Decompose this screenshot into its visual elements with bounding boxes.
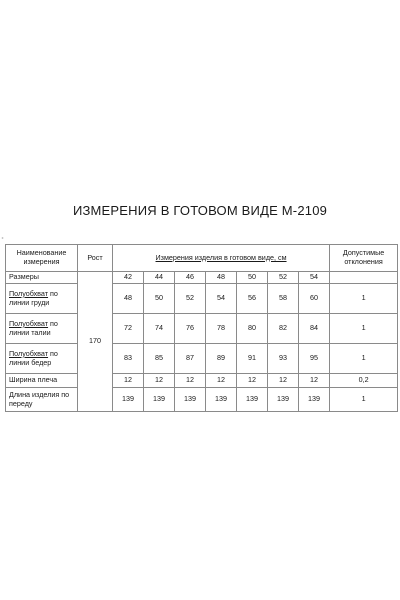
size-cell: 48	[206, 272, 237, 284]
row-label-rest: Длина изделия по переду	[9, 389, 70, 408]
value-cell: 48	[113, 284, 144, 314]
value-cell: 139	[175, 388, 206, 412]
value-cell: 83	[113, 344, 144, 374]
row-label	[6, 374, 78, 388]
header-row	[6, 245, 398, 272]
value-cell: 87	[175, 344, 206, 374]
col-height-header: Рост	[78, 245, 113, 272]
col-measurements-header	[113, 245, 330, 272]
value-cell: 76	[175, 314, 206, 344]
value-cell: 91	[237, 344, 268, 374]
row-label	[6, 314, 78, 344]
row-label-rest: Ширина плеча	[9, 375, 58, 385]
size-cell: 54	[299, 272, 330, 284]
value-cell: 12	[144, 374, 175, 388]
row-label-rest: по линии бедер	[9, 348, 58, 367]
value-cell: 12	[175, 374, 206, 388]
tolerance-cell: 1	[330, 284, 398, 314]
value-cell: 82	[268, 314, 299, 344]
value-cell: 139	[206, 388, 237, 412]
row-label-underlined: Полуобхват	[9, 318, 49, 328]
value-cell: 139	[268, 388, 299, 412]
table-row	[6, 284, 398, 314]
value-cell: 84	[299, 314, 330, 344]
value-cell: 95	[299, 344, 330, 374]
value-cell: 58	[268, 284, 299, 314]
value-cell: 12	[206, 374, 237, 388]
size-cell: 52	[268, 272, 299, 284]
row-label	[6, 284, 78, 314]
value-cell: 54	[206, 284, 237, 314]
value-cell: 12	[268, 374, 299, 388]
row-label	[6, 388, 78, 412]
table-row	[6, 344, 398, 374]
value-cell: 139	[299, 388, 330, 412]
value-cell: 50	[144, 284, 175, 314]
row-label	[6, 344, 78, 374]
value-cell: 93	[268, 344, 299, 374]
tolerance-cell: 1	[330, 388, 398, 412]
tolerance-cell: 1	[330, 314, 398, 344]
row-label-rest: по линии талии	[9, 318, 58, 337]
tolerance-cell: 1	[330, 344, 398, 374]
size-cell: 46	[175, 272, 206, 284]
table-row	[6, 314, 398, 344]
size-cell: 44	[144, 272, 175, 284]
value-cell: 139	[237, 388, 268, 412]
value-cell: 52	[175, 284, 206, 314]
value-cell: 12	[113, 374, 144, 388]
col-measurements-text: Измерения изделия в готовом виде, см	[155, 252, 287, 262]
value-cell: 72	[113, 314, 144, 344]
value-cell: 12	[299, 374, 330, 388]
value-cell: 139	[113, 388, 144, 412]
value-cell: 74	[144, 314, 175, 344]
sizes-row	[6, 272, 398, 284]
document-title: ИЗМЕРЕНИЯ В ГОТОВОМ ВИДЕ М-2109	[72, 203, 328, 218]
value-cell: 139	[144, 388, 175, 412]
table-row	[6, 374, 398, 388]
value-cell: 89	[206, 344, 237, 374]
tolerance-cell: 0,2	[330, 374, 398, 388]
size-cell: 50	[237, 272, 268, 284]
tolerance-empty	[330, 272, 398, 284]
row-label-underlined: Полуобхват	[9, 348, 49, 358]
row-label-underlined: Полуобхват	[9, 288, 49, 298]
height-value: 170	[78, 272, 113, 412]
measurements-table	[5, 244, 398, 412]
corner-mark: ⁺	[1, 237, 5, 243]
col-tolerance-header: Допустимые отклонения	[330, 245, 398, 272]
size-cell: 42	[113, 272, 144, 284]
value-cell: 78	[206, 314, 237, 344]
value-cell: 60	[299, 284, 330, 314]
sizes-label: Размеры	[6, 272, 78, 284]
table-row	[6, 388, 398, 412]
value-cell: 80	[237, 314, 268, 344]
col-name-header: Наименование измерения	[6, 245, 78, 272]
value-cell: 12	[237, 374, 268, 388]
row-label-rest: по линии груди	[9, 288, 58, 307]
value-cell: 56	[237, 284, 268, 314]
value-cell: 85	[144, 344, 175, 374]
